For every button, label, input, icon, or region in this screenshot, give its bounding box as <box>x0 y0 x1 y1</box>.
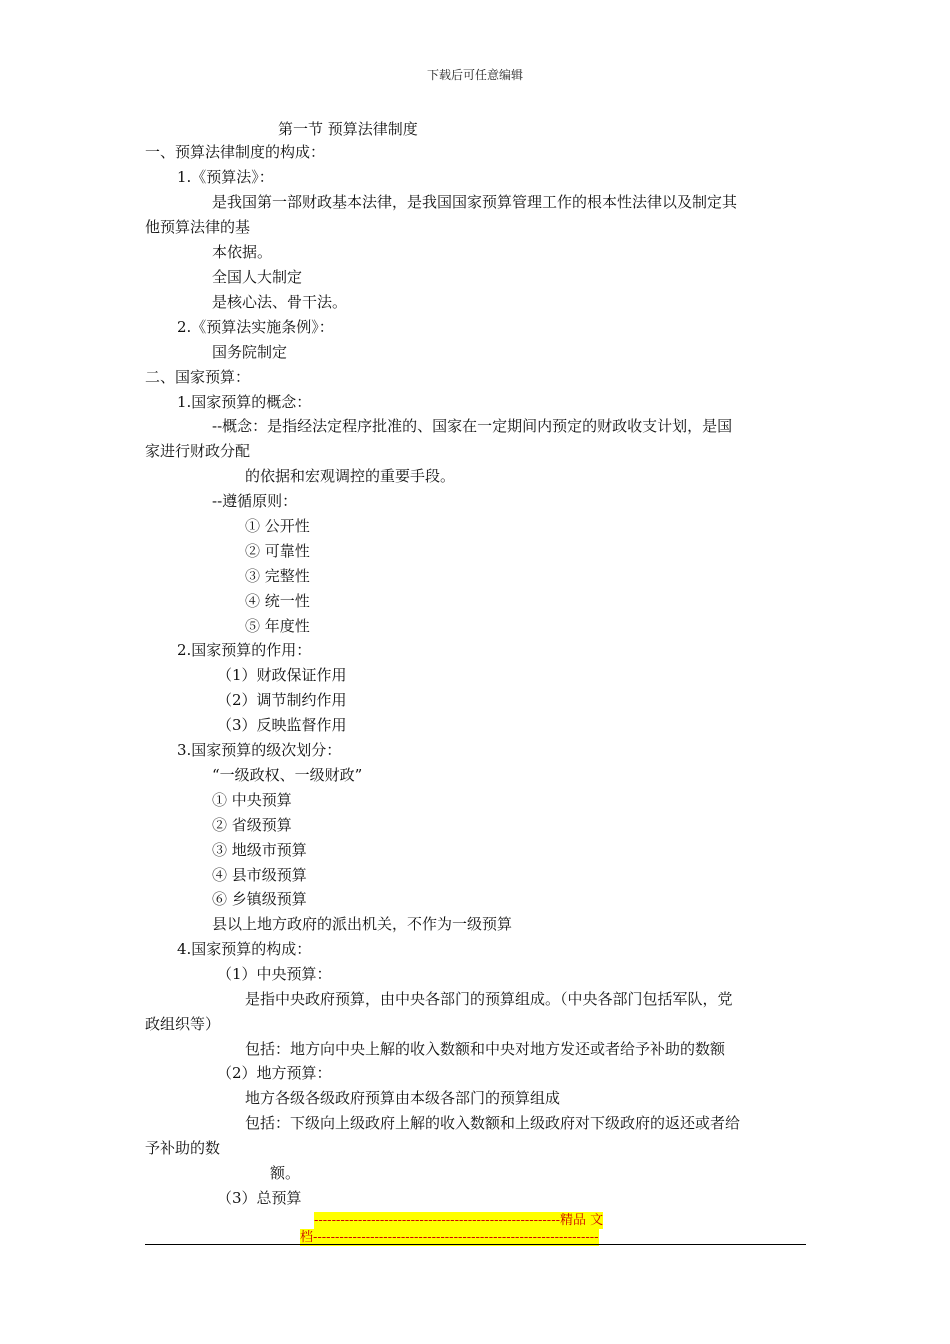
text-line: --遵循原则： <box>212 492 298 510</box>
section-title: 第一节 预算法律制度 <box>278 120 418 138</box>
text-line: 政组织等） <box>145 1015 221 1033</box>
text-line: 包括：地方向中央上解的收入数额和中央对地方发还或者给予补助的数额 <box>245 1040 726 1058</box>
text-line: ③ 完整性 <box>245 567 310 585</box>
text-line: 地方各级各级政府预算由本级各部门的预算组成 <box>245 1089 561 1107</box>
text-line: ② 省级预算 <box>212 816 292 834</box>
text-line: 额。 <box>270 1164 301 1182</box>
text-line: 1.《预算法》： <box>177 168 274 186</box>
text-line: ⑤ 年度性 <box>245 617 310 635</box>
footer-line-2: 档----------------------------------------------------------------- <box>300 1230 599 1245</box>
text-line: ④ 县市级预算 <box>212 866 307 884</box>
text-line: 是我国第一部财政基本法律，是我国国家预算管理工作的根本性法律以及制定其 <box>212 193 738 211</box>
text-line: ① 公开性 <box>245 517 310 535</box>
text-line: ③ 地级市预算 <box>212 841 307 859</box>
text-line: （1）中央预算： <box>217 965 332 983</box>
text-line: 家进行财政分配 <box>145 442 251 460</box>
text-line: （3）反映监督作用 <box>217 716 347 734</box>
text-line: （3）总预算 <box>217 1189 302 1207</box>
text-line: （2）地方预算： <box>217 1064 332 1082</box>
text-line: 是指中央政府预算，由中央各部门的预算组成。（中央各部门包括军队，党 <box>245 990 733 1008</box>
text-line: 他预算法律的基 <box>145 218 251 236</box>
text-line: ⑥ 乡镇级预算 <box>212 890 307 908</box>
footer-watermark <box>300 1212 650 1246</box>
text-line: 县以上地方政府的派出机关，不作为一级预算 <box>212 915 513 933</box>
text-line: “一级政权、一级财政” <box>212 766 363 784</box>
footer-rule <box>145 1244 806 1245</box>
text-line: ② 可靠性 <box>245 542 310 560</box>
text-line: 是核心法、骨干法。 <box>212 293 348 311</box>
text-line: 国务院制定 <box>212 343 288 361</box>
text-line: --概念：是指经法定程序批准的、国家在一定期间内预定的财政收支计划，是国 <box>212 417 733 435</box>
text-line: （1）财政保证作用 <box>217 666 347 684</box>
text-line: ① 中央预算 <box>212 791 292 809</box>
text-line: ④ 统一性 <box>245 592 310 610</box>
page-header: 下载后可任意编辑 <box>426 68 523 82</box>
text-line: 本依据。 <box>212 243 273 261</box>
text-line: 一、预算法律制度的构成： <box>145 143 326 161</box>
text-line: 包括：下级向上级政府上解的收入数额和上级政府对下级政府的返还或者给 <box>245 1114 741 1132</box>
footer-line-1: --------------------------------------------------------精品 文 <box>314 1213 604 1228</box>
text-line: 1.国家预算的概念： <box>177 393 312 411</box>
text-line: 2.《预算法实施条例》： <box>177 318 334 336</box>
text-line: 4.国家预算的构成： <box>177 940 312 958</box>
text-line: （2）调节制约作用 <box>217 691 347 709</box>
text-line: 二、国家预算： <box>145 368 251 386</box>
text-line: 的依据和宏观调控的重要手段。 <box>245 467 456 485</box>
text-line: 2.国家预算的作用： <box>177 641 312 659</box>
text-line: 予补助的数 <box>145 1139 221 1157</box>
text-line: 全国人大制定 <box>212 268 303 286</box>
text-line: 3.国家预算的级次划分： <box>177 741 342 759</box>
